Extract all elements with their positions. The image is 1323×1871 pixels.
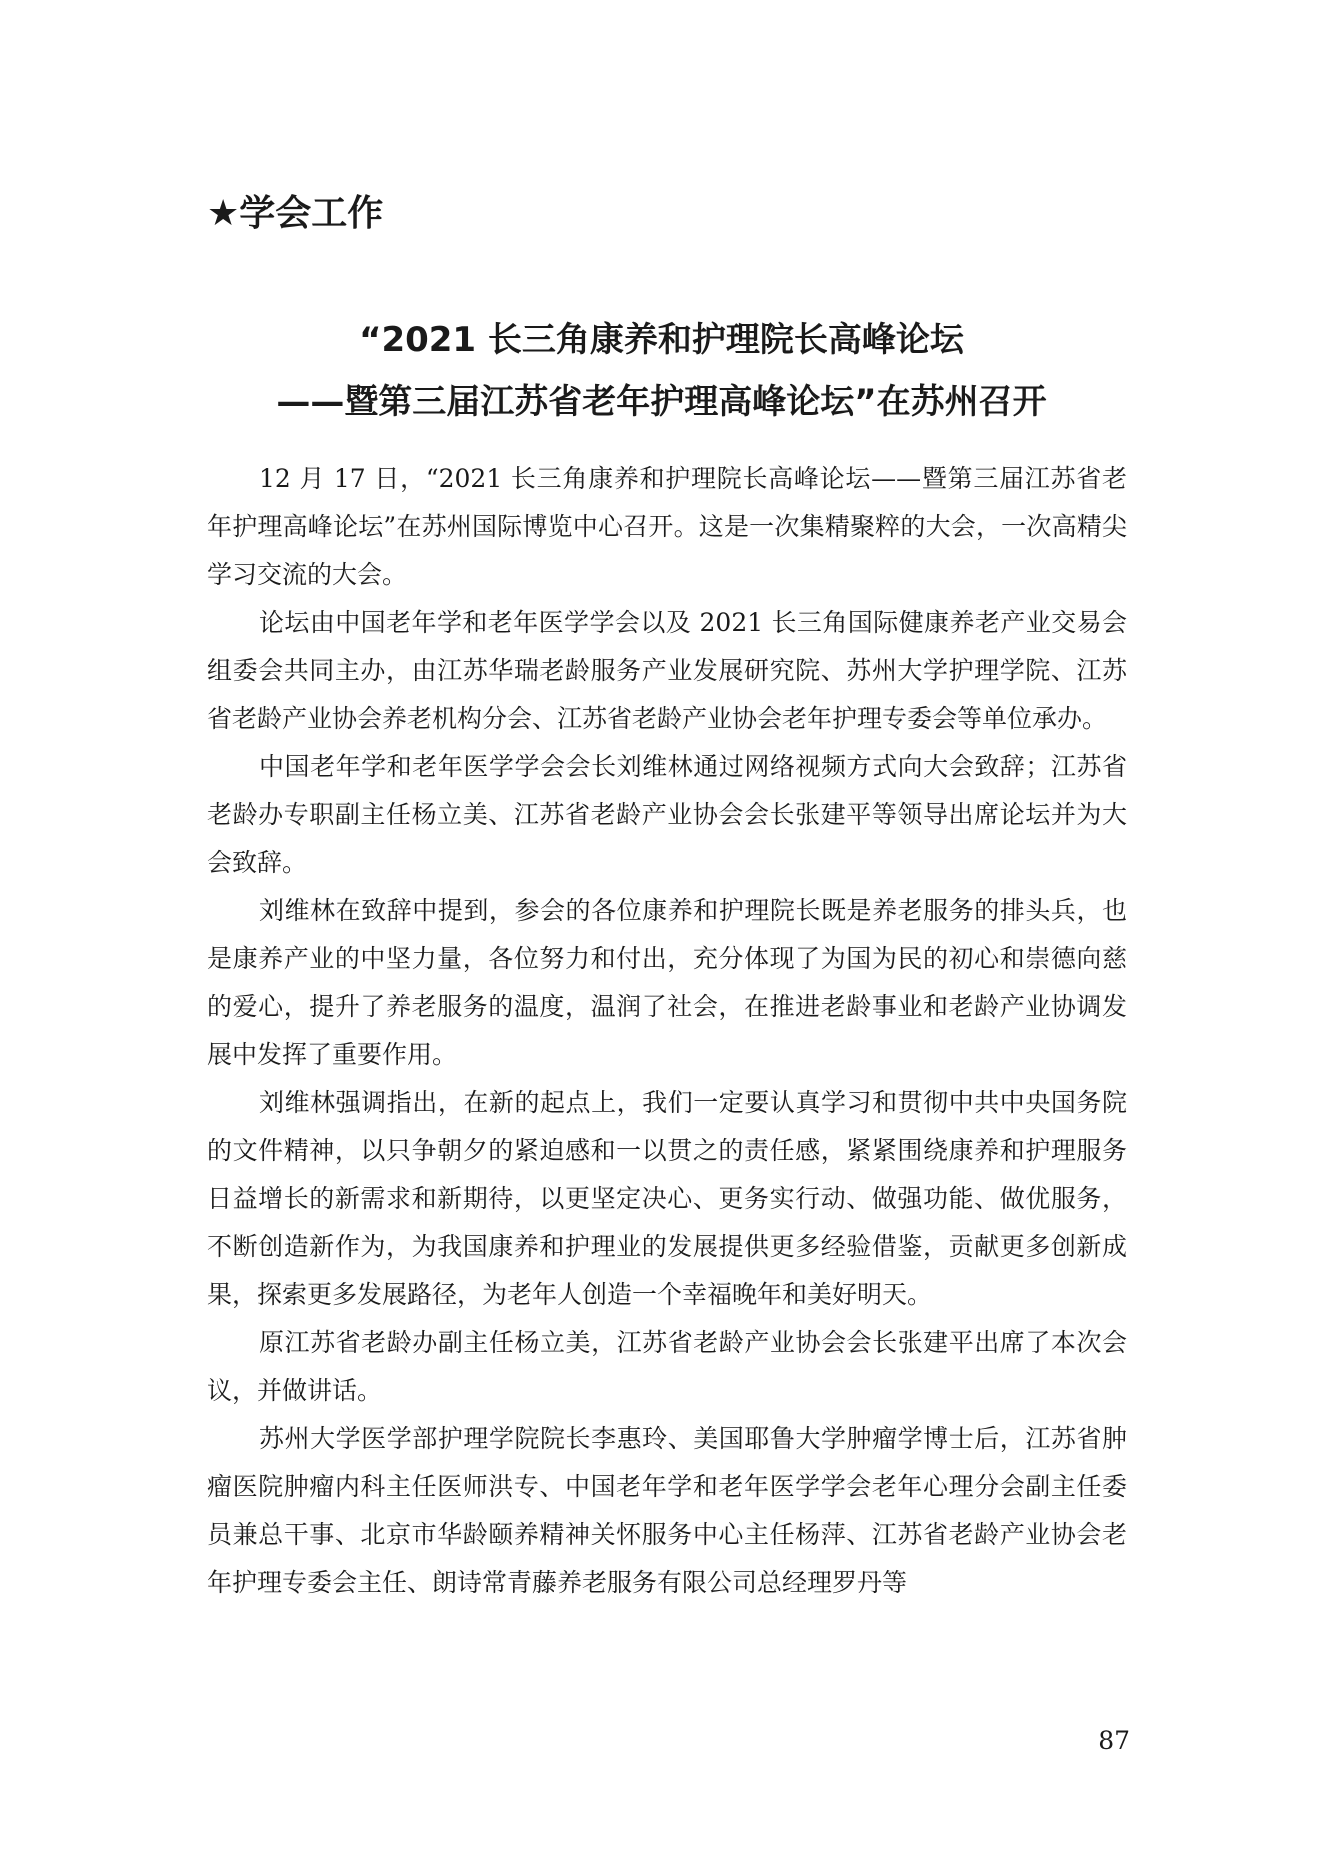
paragraph: 论坛由中国老年学和老年医学学会以及 2021 长三角国际健康养老产业交易会组委会共同主办，由江苏华瑞老龄服务产业发展研究院、苏州大学护理学院、江苏省老龄产业协会养老机构分会、江苏省老龄产业协会老年护理专委会等单位承办。 xyxy=(207,608,1127,733)
paragraph: 苏州大学医学部护理学院院长李惠玲、美国耶鲁大学肿瘤学博士后，江苏省肿瘤医院肿瘤内科主任医师洪专、中国老年学和老年医学学会老年心理分会副主任委员兼总干事、北京市华龄颐养精神关怀服务中心主任杨萍、江苏省老龄产业协会老年护理专委会主任、朗诗常青藤养老服务有限公司总经理罗丹等 xyxy=(207,1424,1127,1597)
section-label: ★学会工作 xyxy=(207,193,384,234)
paragraph: 刘维林强调指出，在新的起点上，我们一定要认真学习和贯彻中共中央国务院的文件精神，以只争朝夕的紧迫感和一以贯之的责任感，紧紧围绕康养和护理服务日益增长的新需求和新期待，以更坚定决心、更务实行动、做强功能、做优服务，不断创造新作为，为我国康养和护理业的发展提供更多经验借鉴，贡献更多创新成果，探索更多发展路径，为老年人创造一个幸福晚年和美好明天。 xyxy=(207,1088,1127,1309)
article-title-line-2: ——暨第三届江苏省老年护理高峰论坛”在苏州召开 xyxy=(276,382,1047,422)
paragraph: 刘维林在致辞中提到，参会的各位康养和护理院长既是养老服务的排头兵，也是康养产业的中坚力量，各位努力和付出，充分体现了为国为民的初心和崇德向慈的爱心，提升了养老服务的温度，温润了社会，在推进老龄事业和老龄产业协调发展中发挥了重要作用。 xyxy=(207,896,1127,1069)
paragraph: 中国老年学和老年医学学会会长刘维林通过网络视频方式向大会致辞；江苏省老龄办专职副主任杨立美、江苏省老龄产业协会会长张建平等领导出席论坛并为大会致辞。 xyxy=(207,752,1127,877)
paragraph: 12 月 17 日，“2021 长三角康养和护理院长高峰论坛——暨第三届江苏省老年护理高峰论坛”在苏州国际博览中心召开。这是一次集精聚粹的大会，一次高精尖学习交流的大会。 xyxy=(207,464,1127,589)
article-title-line-1: “2021 长三角康养和护理院长高峰论坛 xyxy=(359,320,964,360)
paragraph: 原江苏省老龄办副主任杨立美，江苏省老龄产业协会会长张建平出席了本次会议，并做讲话。 xyxy=(207,1328,1127,1405)
page-number: 87 xyxy=(1098,1726,1130,1755)
article-body xyxy=(207,455,1127,1607)
